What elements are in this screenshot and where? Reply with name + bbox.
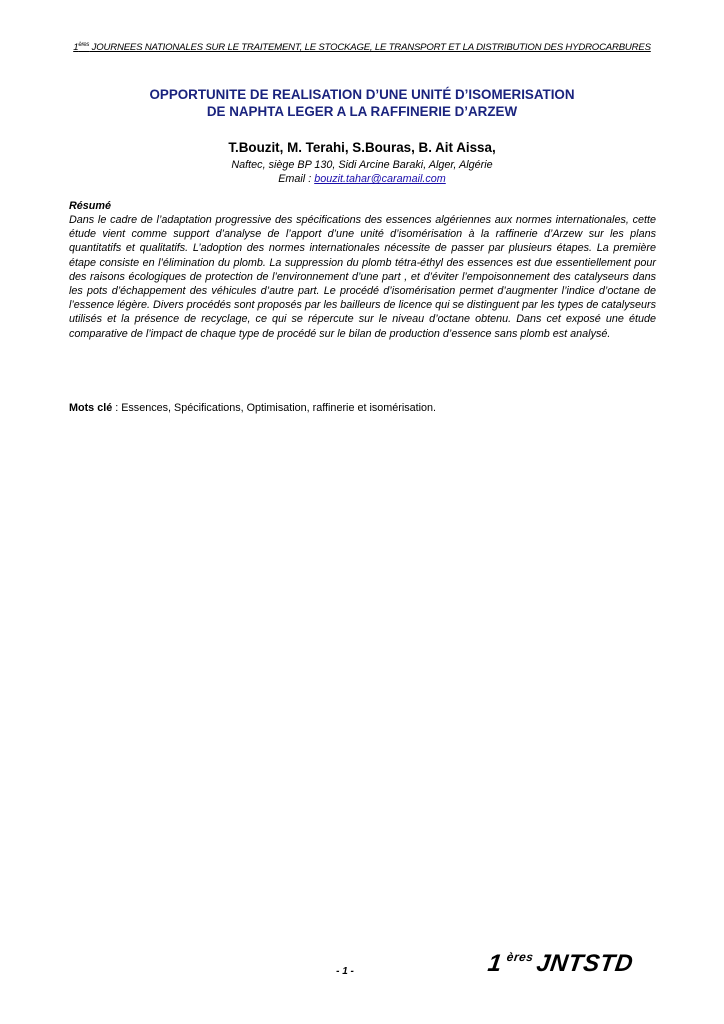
logo-text: JNTSTD xyxy=(534,950,635,977)
email-link[interactable]: bouzit.tahar@caramail.com xyxy=(314,173,446,185)
keywords-text: : Essences, Spécifications, Optimisation, raffinerie et isomérisation. xyxy=(112,402,437,414)
keywords xyxy=(69,402,656,414)
conference-logo xyxy=(486,950,635,978)
affiliation xyxy=(60,158,664,186)
running-header xyxy=(60,42,664,53)
paper-title-line-2: DE NAPHTA LEGER A LA RAFFINERIE D’ARZEW xyxy=(206,104,518,119)
logo-superscript: ères xyxy=(505,950,535,964)
logo-number: 1 xyxy=(486,950,504,977)
paper-title-line-1: OPPORTUNITE DE REALISATION D’UNE UNITÉ D’ISOMERISATION xyxy=(149,87,575,102)
running-header-ordinal-sup: ères xyxy=(78,42,90,48)
email-label: Email : xyxy=(278,173,315,185)
running-header-text: JOURNEES NATIONALES SUR LE TRAITEMENT, LE STOCKAGE, LE TRANSPORT ET LA DISTRIBUTION DES HYDROCARBURES xyxy=(89,42,651,54)
abstract-heading: Résumé xyxy=(69,200,112,212)
abstract-body: Dans le cadre de l’adaptation progressive des spécifications des essences algériennes aux normes internationales, cette étude vient comme support d’analyse de l’apport d’une unité d’isomérisation à la raffinerie d’Arzew sur les plans quantitatifs et qualitatifs. L’adoption des normes internationales nécessite de passer par plusieurs étapes. La première étape consiste en l’élimination du plomb. La suppression du plomb tétra-éthyl des essences est due essentiellement pour des raisons écologiques de protection de l’environnement d’une part , et d’éviter l’empoisonnement des catalyseurs dans les pots d’échappement des véhicules d’autre part. Le procédé d’isomérisation permet d’augmenter l’indice d’octane de l’essence légère. Divers procédés sont proposés par les bailleurs de licence qui se distinguent par les types de catalyseurs utilisés et la présence de recyclage, ce qui se répercute sur le niveau d’octane obtenu. Dans cet exposé une étude comparative de l’impact de chaque type de procédé sur le bilan de production d’essence sans plomb est analysé. xyxy=(69,214,656,340)
page-number: - 1 - xyxy=(336,966,354,977)
affiliation-address: Naftec, siège BP 130, Sidi Arcine Baraki, Alger, Algérie xyxy=(231,159,493,171)
affiliation-email-line xyxy=(60,172,664,186)
authors: T.Bouzit, M. Terahi, S.Bouras, B. Ait Aissa, xyxy=(228,140,496,155)
keywords-label: Mots clé xyxy=(69,402,113,414)
running-header-ordinal: 1 xyxy=(73,42,79,54)
paper-title xyxy=(60,86,664,120)
